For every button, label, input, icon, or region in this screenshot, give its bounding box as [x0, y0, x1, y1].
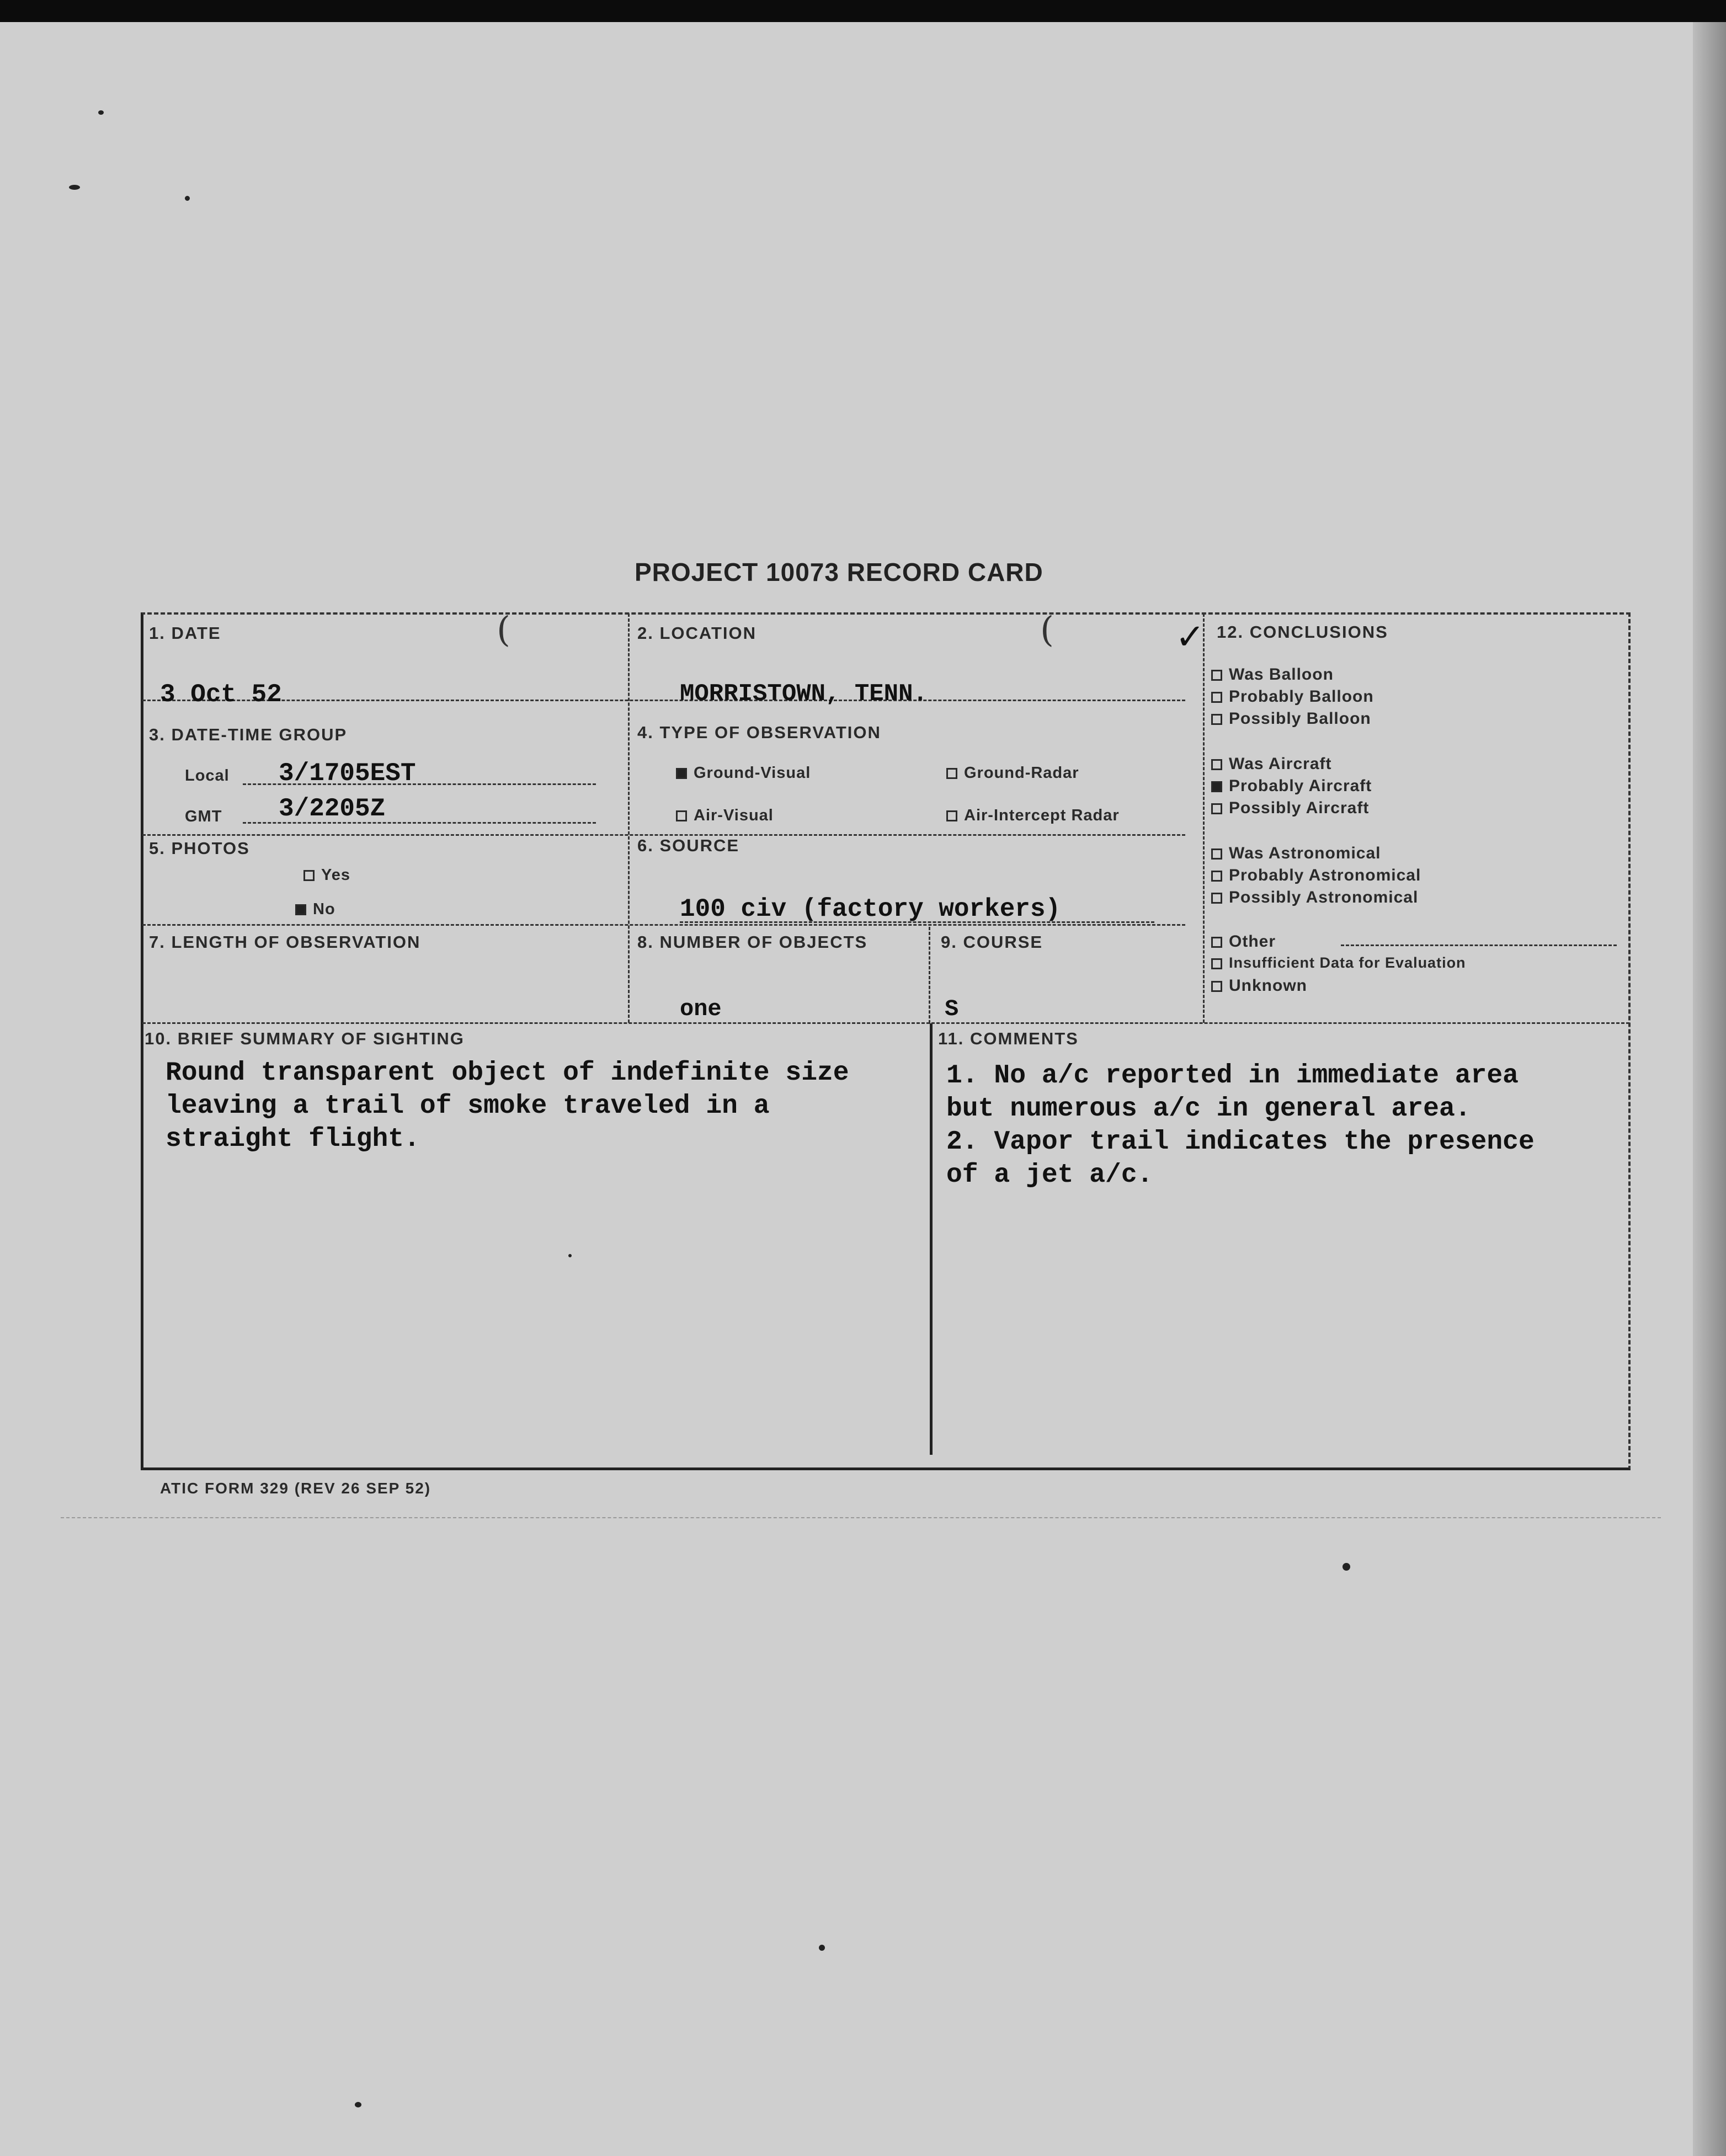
checkbox-icon [1211, 714, 1222, 725]
conclusion-unknown[interactable]: Unknown [1211, 976, 1307, 995]
option-air-visual[interactable]: Air-Visual [676, 807, 774, 825]
location-value: MORRISTOWN, TENN. [680, 680, 928, 708]
row-divider [142, 1022, 1629, 1024]
photos-label: 5. PHOTOS [149, 839, 250, 858]
conclusion-other[interactable]: Other [1211, 932, 1276, 951]
mark-paren: ( [1040, 610, 1054, 650]
checkbox-icon [1211, 981, 1222, 992]
other-underline [1341, 944, 1617, 946]
comment-line: 1. No a/c reported in immediate area [946, 1061, 1519, 1091]
course-value: S [945, 996, 959, 1022]
checkbox-icon [1211, 803, 1222, 814]
length-of-observation-label: 7. LENGTH OF OBSERVATION [149, 932, 421, 952]
photos-no[interactable]: No [295, 900, 335, 919]
dust-speck [185, 196, 190, 201]
conclusion-probably-balloon[interactable]: Probably Balloon [1211, 687, 1374, 706]
summary-line: leaving a trail of smoke traveled in a [166, 1091, 770, 1121]
conclusions-label: 12. CONCLUSIONS [1217, 622, 1388, 642]
column-divider [628, 613, 630, 1023]
dust-speck [355, 2102, 361, 2107]
date-value: 3 Oct 52 [160, 680, 282, 709]
comment-line: of a jet a/c. [946, 1160, 1153, 1190]
checkmark-icon: ✓ [1175, 617, 1205, 658]
comment-line: 2. Vapor trail indicates the presence [946, 1127, 1535, 1157]
mark-paren: ( [497, 610, 510, 650]
checkbox-checked-icon [295, 904, 306, 915]
dust-speck [1343, 1563, 1350, 1571]
comments-label: 11. COMMENTS [938, 1029, 1079, 1048]
form-footer: ATIC FORM 329 (REV 26 SEP 52) [160, 1480, 432, 1497]
type-of-observation-label: 4. TYPE OF OBSERVATION [637, 723, 881, 742]
checkbox-checked-icon [676, 768, 687, 779]
course-label: 9. COURSE [941, 932, 1043, 952]
checkbox-icon [1211, 871, 1222, 882]
checkbox-icon [946, 768, 957, 779]
local-time-value: 3/1705EST [279, 759, 416, 788]
option-ground-radar[interactable]: Ground-Radar [946, 764, 1079, 782]
checkbox-icon [1211, 692, 1222, 703]
checkbox-icon [1211, 848, 1222, 860]
scan-right-edge [1693, 22, 1726, 2156]
row-divider [142, 700, 1185, 701]
conclusion-possibly-balloon[interactable]: Possibly Balloon [1211, 709, 1371, 728]
source-label: 6. SOURCE [637, 836, 740, 855]
photos-yes[interactable]: Yes [303, 866, 350, 884]
source-underline [680, 921, 1154, 923]
date-time-group-label: 3. DATE-TIME GROUP [149, 725, 348, 744]
summary-line: Round transparent object of indefinite size [166, 1058, 849, 1088]
gmt-label: GMT [185, 808, 222, 825]
checkbox-icon [1211, 759, 1222, 770]
form-title: PROJECT 10073 RECORD CARD [635, 558, 1043, 586]
checkbox-icon [1211, 958, 1222, 969]
number-of-objects-value: one [680, 996, 722, 1022]
row-divider [142, 924, 1185, 926]
checkbox-icon [1211, 937, 1222, 948]
conclusion-probably-astronomical[interactable]: Probably Astronomical [1211, 866, 1421, 885]
checkbox-checked-icon [1211, 781, 1222, 792]
scan-top-edge [0, 0, 1726, 22]
brief-summary-label: 10. BRIEF SUMMARY OF SIGHTING [145, 1029, 465, 1048]
source-value: 100 civ (factory workers) [680, 895, 1061, 924]
conclusion-was-aircraft[interactable]: Was Aircraft [1211, 755, 1332, 773]
column-divider [929, 927, 930, 1023]
conclusion-was-astronomical[interactable]: Was Astronomical [1211, 844, 1381, 863]
checkbox-icon [676, 810, 687, 821]
summary-line: straight flight. [166, 1124, 420, 1154]
number-of-objects-label: 8. NUMBER OF OBJECTS [637, 932, 868, 952]
comments-text [946, 1059, 1535, 1192]
option-ground-visual[interactable]: Ground-Visual [676, 764, 811, 782]
checkbox-icon [946, 810, 957, 821]
checkbox-icon [1211, 670, 1222, 681]
conclusion-probably-aircraft[interactable]: Probably Aircraft [1211, 777, 1372, 796]
conclusion-was-balloon[interactable]: Was Balloon [1211, 665, 1334, 684]
dust-speck [98, 110, 104, 115]
dust-speck [819, 1945, 825, 1951]
gmt-underline [243, 822, 596, 824]
conclusion-possibly-astronomical[interactable]: Possibly Astronomical [1211, 888, 1418, 907]
column-divider [1203, 613, 1205, 1023]
footer-rule [61, 1517, 1661, 1518]
conclusion-insufficient-data[interactable]: Insufficient Data for Evaluation [1211, 954, 1466, 972]
local-underline [243, 783, 596, 785]
comment-line: but numerous a/c in general area. [946, 1094, 1471, 1124]
conclusion-possibly-aircraft[interactable]: Possibly Aircraft [1211, 799, 1369, 818]
checkbox-icon [303, 870, 315, 881]
local-label: Local [185, 767, 230, 785]
dust-speck [69, 185, 80, 190]
column-divider [930, 1023, 933, 1455]
checkbox-icon [1211, 893, 1222, 904]
date-label: 1. DATE [149, 623, 221, 643]
option-air-intercept-radar[interactable]: Air-Intercept Radar [946, 807, 1120, 825]
brief-summary-text [166, 1056, 849, 1156]
location-label: 2. LOCATION [637, 623, 757, 643]
gmt-time-value: 3/2205Z [279, 794, 386, 823]
